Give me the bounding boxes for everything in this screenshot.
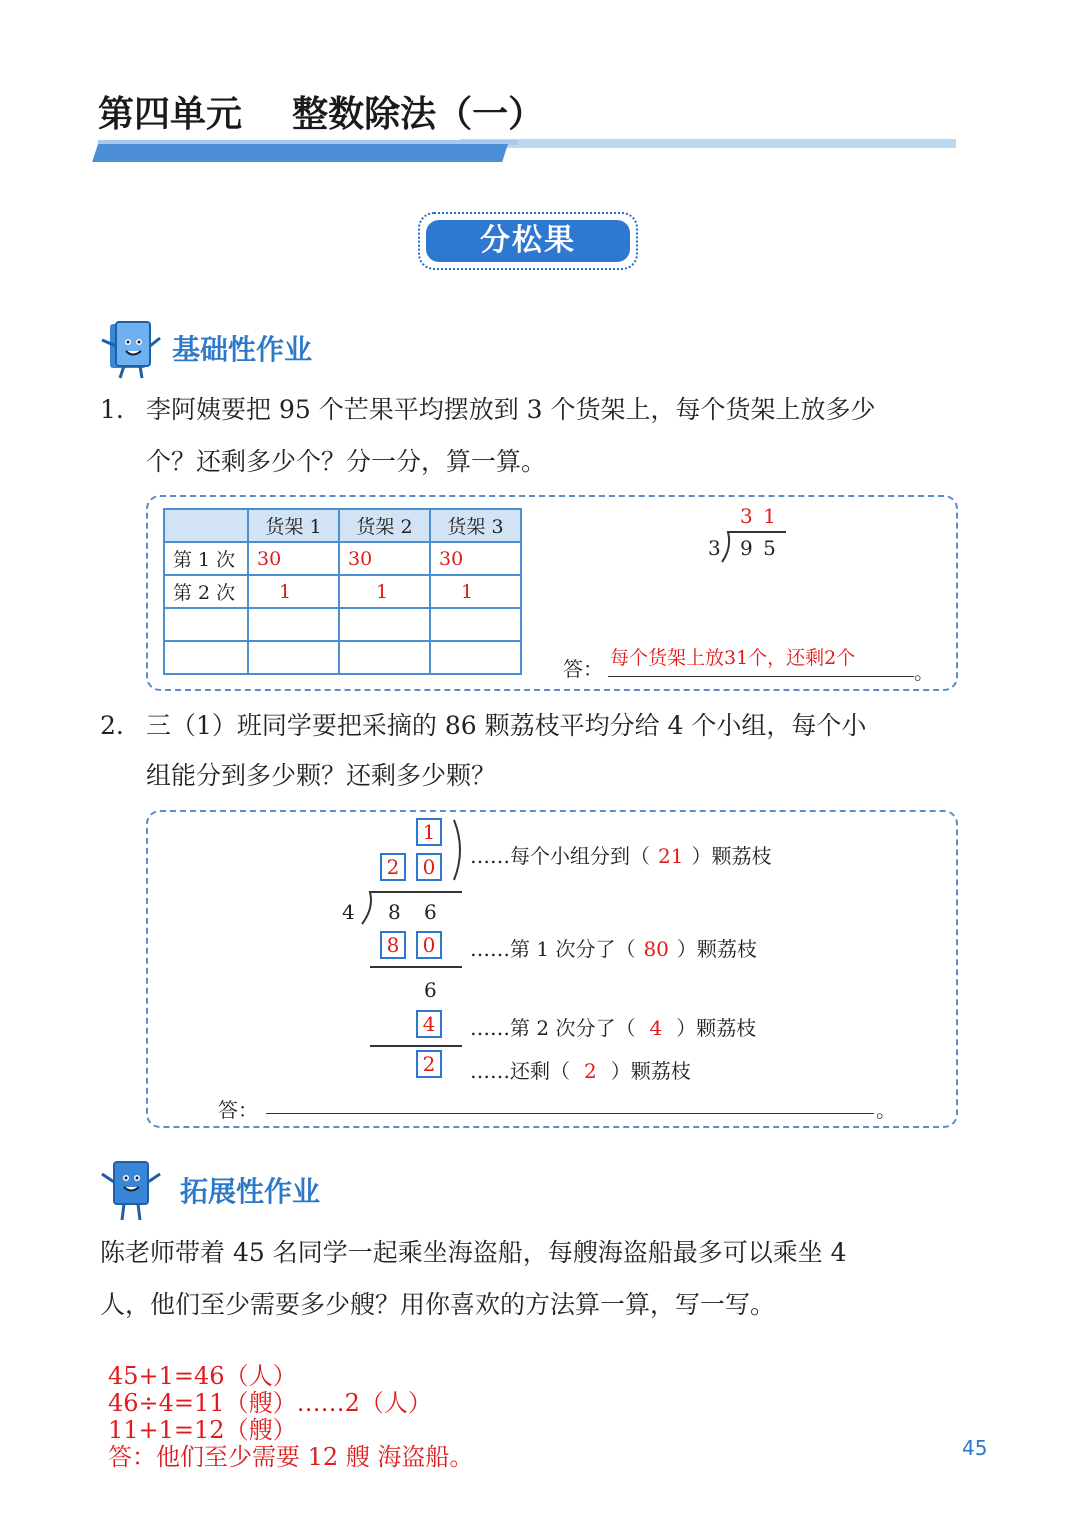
q2-answer-end: 。 (876, 1098, 896, 1122)
note-value: 21 (658, 844, 684, 868)
table-cell: 第 2 次 (164, 575, 248, 608)
q1-answer-label: 答： (563, 657, 603, 681)
table-cell (430, 608, 521, 641)
note-text: ）颗荔枝 (676, 937, 757, 961)
q2-product2-box: 4 (416, 1010, 442, 1038)
q2-remainder-box: 2 (416, 1050, 442, 1078)
table-cell (339, 608, 430, 641)
table-cell: 30 (430, 542, 521, 575)
note-value: 4 (649, 1016, 663, 1040)
q2-quotient-tens-box: 1 (416, 818, 442, 846)
note-text: ）颗荔枝 (691, 844, 772, 868)
q2-answer-line (266, 1113, 874, 1114)
q2-quotient-box-right: 0 (416, 853, 442, 881)
table-cell: 1 (248, 575, 339, 608)
table-header-cell (164, 509, 248, 542)
note-text: ……第 2 次分了（ (470, 1016, 636, 1040)
q2-note-first-round (470, 933, 757, 962)
table-cell: 1 (339, 575, 430, 608)
ext-line1: 陈老师带着 45 名同学一起乘坐海盗船，每艘海盗船最多可以乘坐 4 (100, 1238, 847, 1267)
section-basic-heading: 基础性作业 (172, 333, 313, 366)
note-value: 80 (643, 937, 669, 961)
q2-middle-value: 6 (424, 978, 437, 1002)
q1-divisor: 3 (708, 536, 721, 560)
book-mascot-icon (96, 318, 166, 382)
lesson-title: 分松果 (426, 220, 630, 262)
table-cell (248, 608, 339, 641)
table-header-cell: 货架 1 (248, 509, 339, 542)
q1-distribution-table (163, 508, 522, 675)
note-text: ）颗荔枝 (610, 1059, 691, 1083)
table-row (164, 608, 521, 641)
note-value: 2 (584, 1059, 597, 1083)
note-text: ）颗荔枝 (676, 1016, 757, 1040)
ext-work-line: 46÷4=11（艘）……2（人） (108, 1389, 432, 1417)
q2-note-group-share (470, 840, 771, 869)
q2-subtract-line-2 (370, 1045, 462, 1047)
table-cell (164, 641, 248, 674)
table-row (164, 575, 521, 608)
table-header-cell: 货架 3 (430, 509, 521, 542)
section-extended-heading: 拓展性作业 (180, 1175, 321, 1208)
ext-work-line: 11+1=12（艘） (108, 1416, 297, 1444)
q1-answer-end: 。 (914, 660, 934, 684)
q1-line1: 李阿姨要把 95 个芒果平均摆放到 3 个货架上，每个货架上放多少 (146, 395, 876, 424)
q1-number: 1. (100, 395, 124, 424)
table-header-cell: 货架 2 (339, 509, 430, 542)
q1-dividend: 9 5 (740, 536, 778, 560)
q2-divisor: 4 (342, 900, 355, 924)
q2-subtract-line-1 (370, 966, 462, 968)
q2-line1: 三（1）班同学要把采摘的 86 颗荔枝平均分给 4 个小组，每个小 (146, 711, 867, 740)
q1-quotient: 3 1 (740, 504, 778, 528)
q2-product1-box-left: 8 (380, 931, 406, 959)
table-cell: 1 (430, 575, 521, 608)
q2-line2: 组能分到多少颗？还剩多少颗？ (146, 761, 497, 790)
q2-dividend-tens: 8 (388, 900, 401, 924)
table-cell (339, 641, 430, 674)
q2-product1-box-right: 0 (416, 931, 442, 959)
book-mascot-icon (96, 1156, 166, 1224)
table-cell: 第 1 次 (164, 542, 248, 575)
q2-note-second-round (470, 1012, 756, 1041)
table-row (164, 641, 521, 674)
q1-answer: 每个货架上放31个，还剩2个 (610, 647, 856, 669)
q1-answer-line (608, 676, 914, 677)
q2-answer-label: 答： (218, 1098, 258, 1122)
q2-quotient-box-left: 2 (380, 853, 406, 881)
title-bar-dark (92, 144, 508, 162)
table-cell (164, 608, 248, 641)
title-bar-light (460, 139, 956, 148)
note-text: ……第 1 次分了（ (470, 937, 636, 961)
table-cell (248, 641, 339, 674)
ext-work-line: 45+1=46（人） (108, 1362, 297, 1390)
q2-division-bracket (360, 890, 464, 926)
unit-title: 第四单元 整数除法（一） (98, 94, 545, 135)
table-row (164, 542, 521, 575)
table-cell: 30 (339, 542, 430, 575)
table-cell (430, 641, 521, 674)
note-text: ……每个小组分到（ (470, 844, 650, 868)
note-text: ……还剩（ (470, 1059, 570, 1083)
q2-number: 2. (100, 711, 124, 740)
table-cell: 30 (248, 542, 339, 575)
ext-answer: 答：他们至少需要 12 艘 海盗船。 (108, 1443, 474, 1471)
q1-line2: 个？还剩多少个？分一分，算一算。 (146, 447, 547, 476)
q2-dividend-ones: 6 (424, 900, 437, 924)
q2-note-remainder (470, 1055, 691, 1084)
page-number: 45 (962, 1436, 988, 1460)
q2-brace (452, 818, 468, 882)
ext-line2: 人，他们至少需要多少艘？用你喜欢的方法算一算，写一写。 (100, 1290, 776, 1319)
